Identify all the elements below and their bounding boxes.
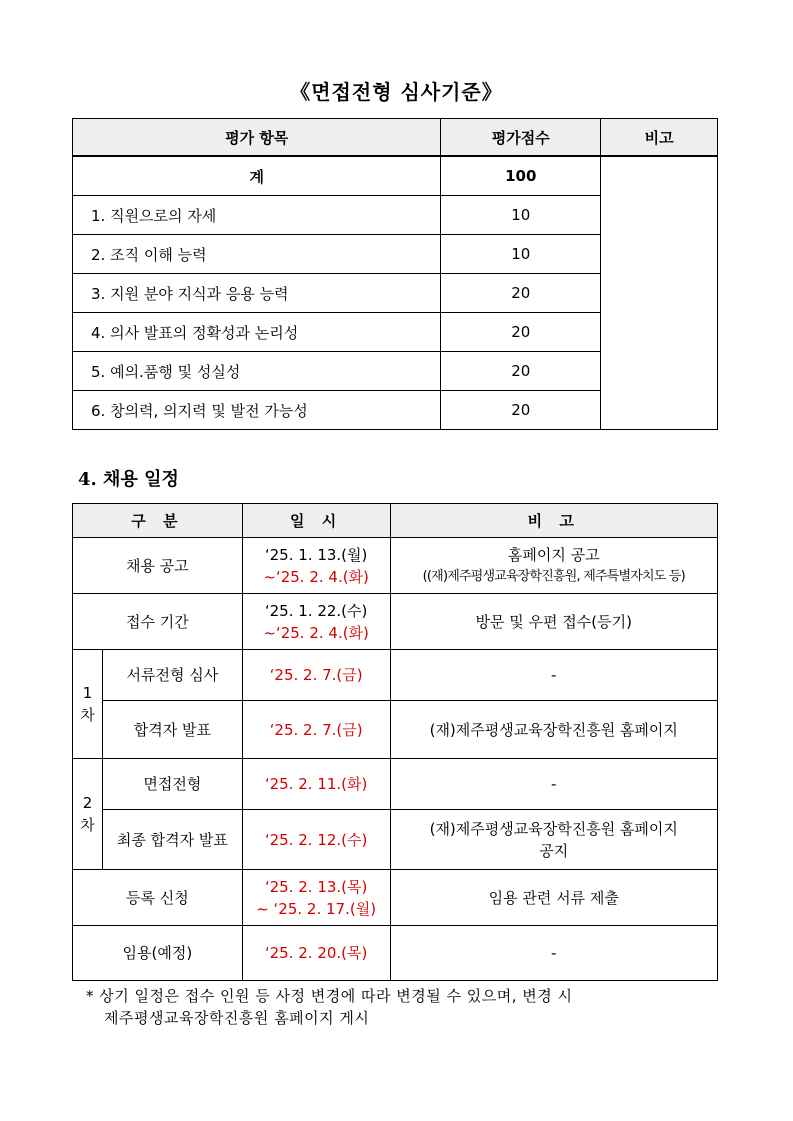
row-label: 접수 기간: [73, 594, 243, 650]
row-date: [242, 538, 390, 594]
table-row: [73, 701, 718, 759]
row-note: -: [390, 759, 717, 810]
stage-char: 차: [80, 706, 95, 724]
date-end: ~‘25. 2. 4.(화): [263, 623, 369, 642]
criteria-score: 20: [441, 313, 601, 352]
row-label: 등록 신청: [73, 870, 243, 926]
table-row: [73, 759, 718, 810]
stage-label: [73, 650, 103, 759]
row-note: -: [390, 926, 717, 981]
criteria-score: 20: [441, 274, 601, 313]
header-category: 구 분: [73, 504, 243, 538]
row-note: (재)제주평생교육장학진흥원 홈페이지: [390, 701, 717, 759]
row-date: ‘25. 2. 20.(목): [242, 926, 390, 981]
date-end: ~ ‘25. 2. 17.(월): [256, 899, 377, 918]
criteria-score: 10: [441, 235, 601, 274]
table-row: [73, 926, 718, 981]
table-row: [73, 870, 718, 926]
row-date: ‘25. 2. 12.(수): [242, 810, 390, 870]
header-datetime: 일 시: [242, 504, 390, 538]
row-label: 임용(예정): [73, 926, 243, 981]
stage-number: 2: [82, 794, 93, 812]
stage-label: [73, 759, 103, 870]
row-date: ‘25. 2. 11.(화): [242, 759, 390, 810]
remarks-cell: [601, 156, 718, 430]
eval-criteria-title: 《면접전형 심사기준》: [290, 80, 503, 104]
header-remarks: 비 고: [390, 504, 717, 538]
note-line: (재)제주평생교육장학진흥원 홈페이지: [429, 819, 678, 838]
table-header-row: [73, 504, 718, 538]
row-date: [242, 594, 390, 650]
note-subline: ((재)제주평생교육장학진흥원, 제주특별자치도 등): [422, 568, 685, 584]
note-line: 공지: [539, 841, 569, 860]
footnote-line: 제주평생교육장학진흥원 홈페이지 게시: [104, 1009, 370, 1027]
row-note: 방문 및 우편 접수(등기): [390, 594, 717, 650]
table-row: [73, 594, 718, 650]
criteria-item: 6. 창의력, 의지력 및 발전 가능성: [73, 391, 441, 430]
date-start: ‘25. 2. 13.(목): [264, 877, 368, 896]
total-row: [73, 156, 718, 196]
criteria-item: 5. 예의.품행 및 성실성: [73, 352, 441, 391]
header-remarks: 비고: [601, 119, 718, 157]
row-label: 면접전형: [102, 759, 242, 810]
table-row: [73, 538, 718, 594]
section-title: 4. 채용 일정: [78, 469, 179, 490]
row-date: [242, 870, 390, 926]
criteria-score: 20: [441, 391, 601, 430]
criteria-score: 20: [441, 352, 601, 391]
header-item: 평가 항목: [73, 119, 441, 157]
criteria-item: 2. 조직 이해 능력: [73, 235, 441, 274]
schedule-table: [72, 503, 718, 981]
footnote: [86, 985, 726, 1029]
total-label: 계: [73, 156, 441, 196]
row-label: 채용 공고: [73, 538, 243, 594]
criteria-score: 10: [441, 196, 601, 235]
date-start: ‘25. 1. 13.(월): [264, 545, 368, 564]
date-end: ~‘25. 2. 4.(화): [263, 567, 369, 586]
header-score: 평가점수: [441, 119, 601, 157]
row-note: [390, 810, 717, 870]
total-score: 100: [441, 156, 601, 196]
criteria-item: 4. 의사 발표의 정확성과 논리성: [73, 313, 441, 352]
eval-criteria-table: [72, 118, 718, 430]
row-label: 서류전형 심사: [102, 650, 242, 701]
date-start: ‘25. 1. 22.(수): [264, 601, 368, 620]
note-line: 홈페이지 공고: [507, 545, 600, 564]
table-header-row: [73, 119, 718, 157]
table-row: [73, 810, 718, 870]
criteria-item: 3. 지원 분야 지식과 응용 능력: [73, 274, 441, 313]
stage-char: 차: [80, 816, 95, 834]
stage-number: 1: [82, 684, 93, 702]
criteria-item: 1. 직원으로의 자세: [73, 196, 441, 235]
row-date: ‘25. 2. 7.(금): [242, 650, 390, 701]
row-label: 합격자 발표: [102, 701, 242, 759]
table-row: [73, 650, 718, 701]
row-note: [390, 538, 717, 594]
row-date: ‘25. 2. 7.(금): [242, 701, 390, 759]
row-label: 최종 합격자 발표: [102, 810, 242, 870]
footnote-line: * 상기 일정은 접수 인원 등 사정 변경에 따라 변경될 수 있으며, 변경 시: [86, 987, 573, 1005]
row-note: -: [390, 650, 717, 701]
row-note: 임용 관련 서류 제출: [390, 870, 717, 926]
